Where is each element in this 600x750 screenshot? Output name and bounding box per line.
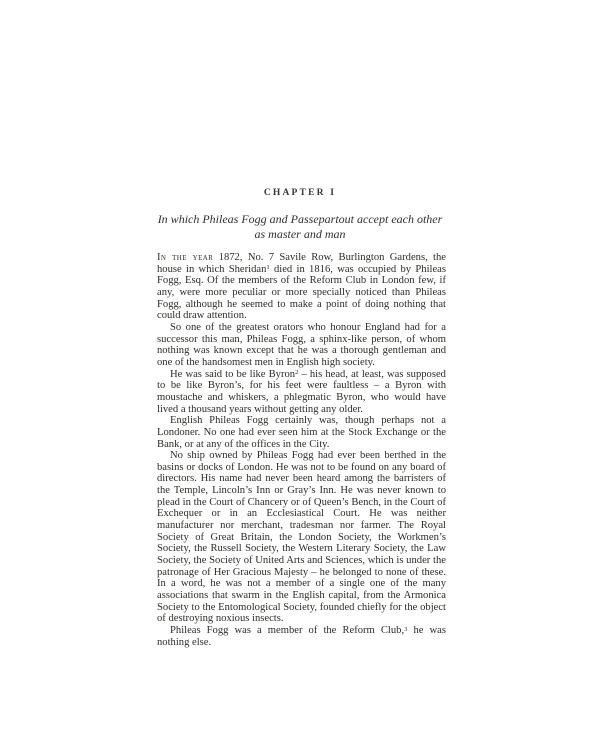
footnote-marker: 3 — [404, 625, 408, 633]
paragraph — [157, 625, 446, 648]
text-segment: died in 1816, was occupied by Phileas Fogg, Esq. Of the members of the Reform Club in London few, if any, were more peculiar or more specially noticed than Phileas Fogg, although he seemed to make a point of doing nothing that could draw attention. — [157, 263, 446, 322]
text-segment: he was nothing else. — [157, 625, 446, 648]
paragraph — [157, 252, 446, 322]
text-segment: No ship owned by Phileas Fogg had ever been berthed in the basins or docks of London. He was not to be found on any board of directors. His name had never been heard among the barristers of the Temple, Lincoln’s Inn or Gray’s Inn. He was never known to plead in the Court of Chancery or of Queen’s Bench, in the Court of Exchequer or in an Ecclesiastical Court. He was neither manufacturer nor merchant, tradesman nor farmer. The Royal Society of Great Britain, the London Society, the Workmen’s Society, the Russell Society, the Western Literary Society, the Law Society, the Society of United Arts and Sciences, which is under the patronage of Her Gracious Majesty – he belonged to none of these. In a word, he was not a member of a single one of the many associations that swarm in the English capital, from the Armonica Society to the Entomological Society, founded chiefly for the object of destroying noxious insects. — [157, 450, 446, 625]
paragraph — [157, 369, 446, 416]
text-segment: Phileas Fogg was a member of the Reform Club, — [170, 625, 405, 636]
text-segment: 1872, No. 7 Savile Row, Burlington Gardens, the house in which Sheridan — [157, 252, 446, 275]
paragraph — [157, 322, 446, 369]
text-segment: – his head, at least, was supposed to be like Byron’s, for his feet were faultless – a Byron with moustache and whiskers, a phlegmatic Byron, who would have lived a thousand years without getting any older. — [157, 368, 446, 415]
smallcaps-lead-in: In the year — [157, 252, 214, 263]
paragraph — [157, 450, 446, 625]
body-text — [157, 252, 446, 648]
chapter-subtitle-line-2: as master and man — [254, 226, 346, 241]
chapter-heading: CHAPTER I — [263, 188, 337, 198]
text-segment: English Phileas Fogg certainly was, though perhaps not a Londoner. No one had ever seen him at the Stock Exchange or the Bank, or at any of the offices in the City. — [157, 415, 446, 450]
paragraph — [157, 415, 446, 450]
footnote-marker: 2 — [295, 369, 299, 377]
text-segment: So one of the greatest orators who honour England had for a successor this man, Phileas Fogg, a sphinx-like person, of whom nothing was known except that he was a thorough gentleman and one of the handsomest men in English high society. — [157, 321, 446, 368]
footnote-marker: 1 — [266, 264, 270, 272]
chapter-subtitle-line-1: In which Phileas Fogg and Passepartout accept each other — [157, 212, 443, 226]
text-segment: He was said to be like Byron — [170, 368, 296, 380]
chapter-subtitle — [0, 212, 600, 241]
